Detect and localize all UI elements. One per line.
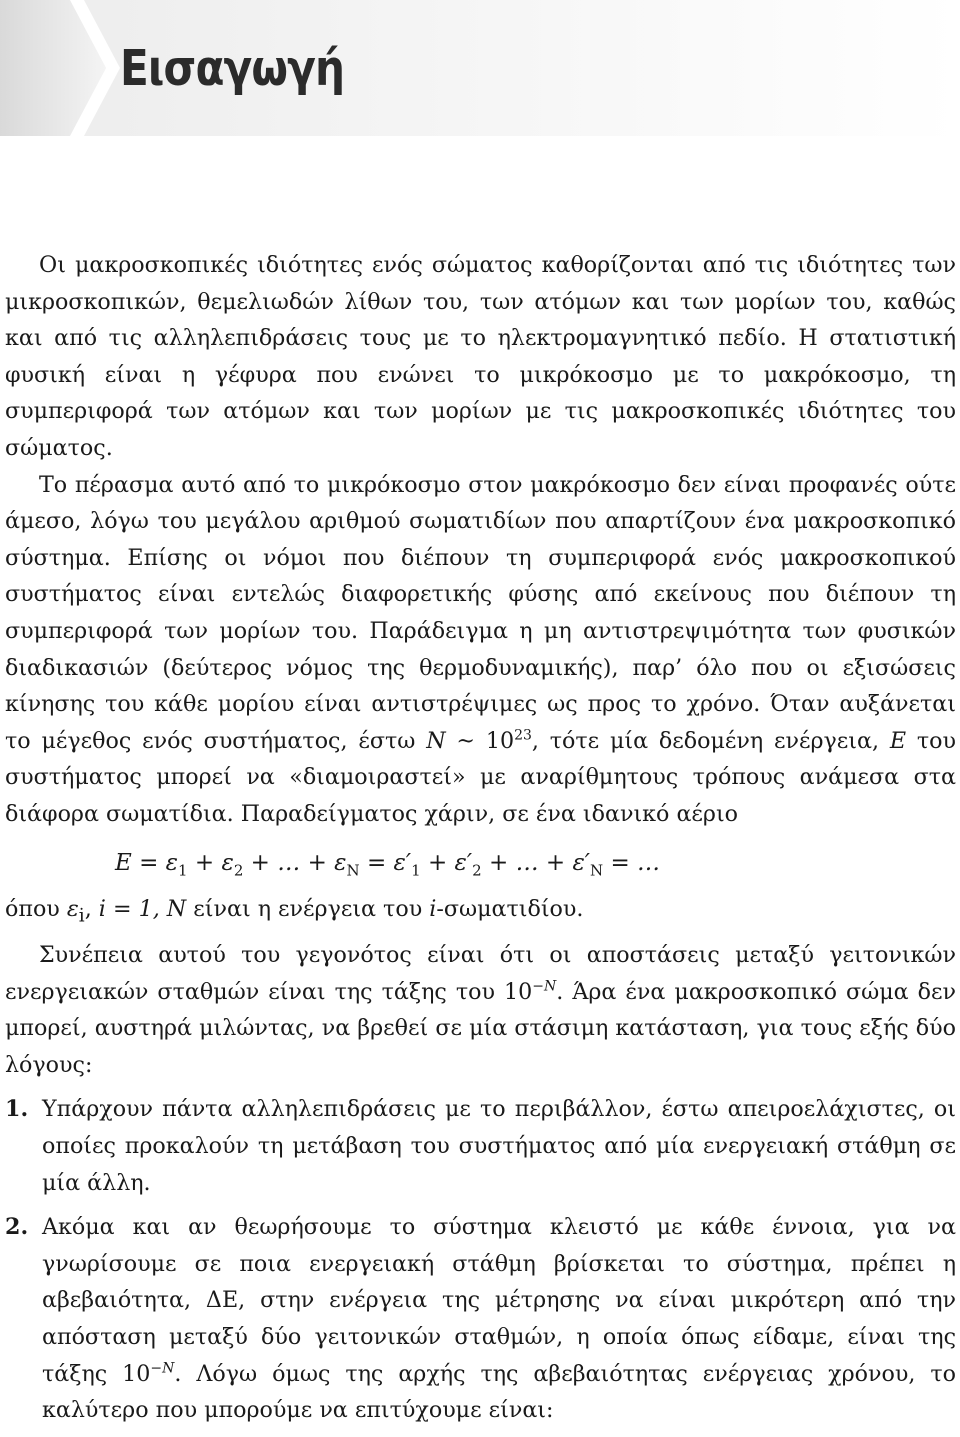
list-item: 2. Ακόμα και αν θεωρήσουμε το σύστημα κλειστό με κάθε έννοια, για να γνωρίσουμε σε ποια ενεργειακή στάθμη βρίσκεται το σύστημα, πρέπει η αβεβαιότητα, ΔΕ, στην ενέργεια της μέτρησης να είναι μικρότερη από την απόσταση μεταξύ δύο γειτονικών σταθμών, η οποία όπως είδαμε, είναι της τάξης $10^{-N}$. Λόγω όμως της αρχής της αβεβαιότητας ενέργειας χρόνου, το καλύτερο που μπορούμε να επιτύχουμε είναι: bbox=[5, 1209, 956, 1429]
page-body bbox=[5, 247, 956, 1437]
math-N: N bbox=[426, 727, 446, 754]
list-number: 1. bbox=[5, 1096, 29, 1123]
math-E: E bbox=[889, 727, 907, 754]
reasons-list bbox=[5, 1091, 956, 1428]
chapter-title: Εισαγωγή bbox=[120, 40, 345, 97]
list-item: 1. Υπάρχουν πάντα αλληλεπιδράσεις με το περιβάλλον, έστω απειροελάχιστες, οι οποίες προκαλούν τη μετάβαση του συστήματος από μία ενεργειακή στάθμη σε μία άλλη. bbox=[5, 1091, 956, 1201]
paragraph-micro-to-macro: Το πέρασμα αυτό από το μικρόκοσμο στον μακρόκοσμο δεν είναι προφανές ούτε άμεσο, λόγω του μεγάλου αριθμού σωματιδίων που απαρτίζουν ένα μακροσκοπικό σύστημα. Επίσης οι νόμοι που διέπουν τη συμπεριφορά ενός μακροσκοπικού συστήματος είναι εντελώς διαφορετικής φύσης από εκείνους που διέπουν τη συμπεριφορά των μορίων του. Παράδειγμα η μη αντιστρεψιμότητα των φυσικών διαδικασιών (δεύτερος νόμος της θερμοδυναμικής), παρ’ όλο που οι εξισώσεις κίνησης του κάθε μορίου είναι αντιστρέψιμες ως προς το χρόνο. Όταν αυξάνεται το μέγεθος ενός συστήματος, έστω N ~ $10^{23}$, τότε μία δεδομένη ενέργεια, E του συστήματος μπορεί να «διαμοιραστεί» με αναρίθμητους τρόπους ανάμεσα στα διάφορα σωματίδια. Παραδείγματος χάριν, σε ένα ιδανικό αέριο bbox=[5, 471, 956, 827]
list-number: 2. bbox=[5, 1214, 29, 1241]
equation-legend: όπου $\varepsilon_i$, i = 1, N είναι η ενέργεια του i-σωματιδίου. bbox=[5, 895, 584, 926]
paragraph-energy-levels: Συνέπεια αυτού του γεγονότος είναι ότι οι αποστάσεις μεταξύ γειτονικών ενεργειακών σταθμών είναι της τάξης του $10^{-N}$. Άρα ένα μακροσκοπικό σώμα δεν μπορεί, αυστηρά μιλώντας, να βρεθεί σε μία στάσιμη κατάσταση, για τους εξής δύο λόγους: bbox=[5, 942, 956, 1078]
chapter-header bbox=[0, 0, 960, 140]
intro-paragraph: Οι μακροσκοπικές ιδιότητες ενός σώματος καθορίζονται από τις ιδιότητες των μικροσκοπικών, θεμελιωδών λίθων του, των ατόμων και των μορίων του, καθώς και από τις αλληλεπιδράσεις τους με το ηλεκτρομαγνητικό πεδίο. Η στατιστική φυσική είναι η γέφυρα που ενώνει το μικρόκοσμο με το μακρόκοσμο, τη συμπεριφορά των ατόμων και των μορίων με τις μακροσκοπικές ιδιότητες του σώματος. bbox=[5, 252, 956, 461]
energy-equation: $E = \varepsilon_1 + \varepsilon_2$ + … + $\varepsilon_N = \varepsilon'_1 + \varepsilon'_2$ + … + $\varepsilon'_N$ = … bbox=[115, 849, 661, 880]
